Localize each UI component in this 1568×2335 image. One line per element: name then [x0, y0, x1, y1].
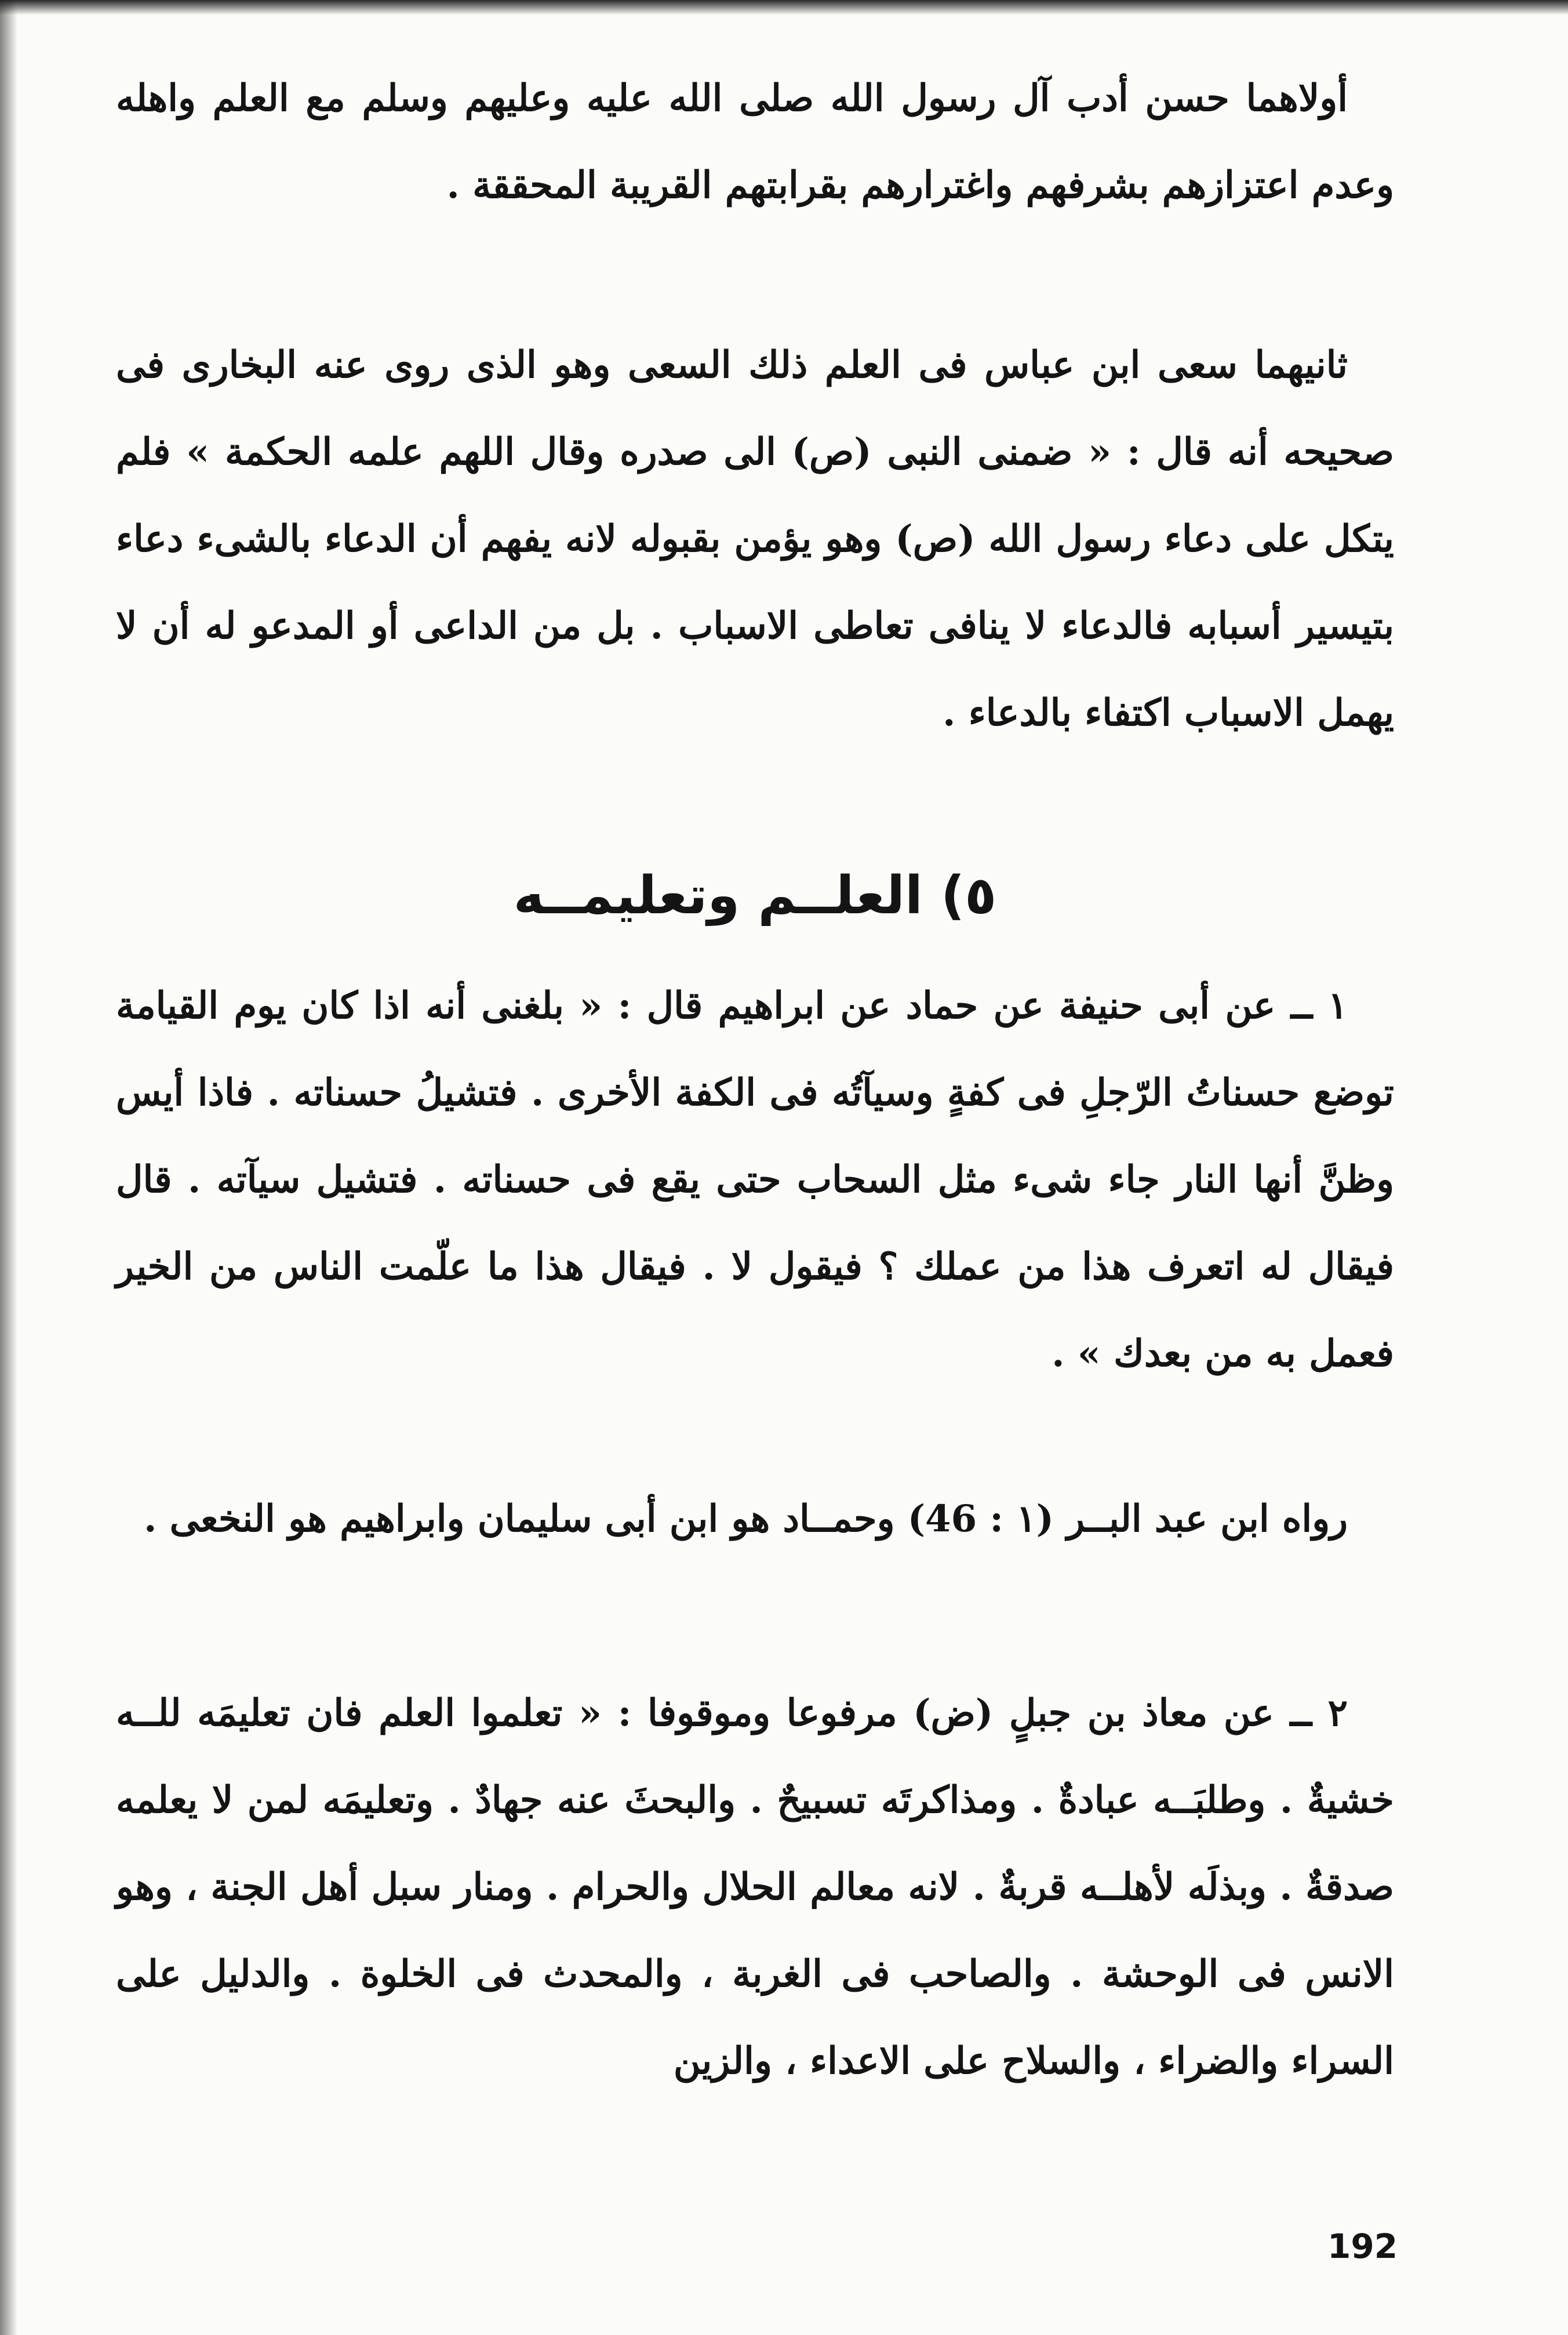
paragraph-5-text: ٢ ــ عن معاذ بن جبلٍ (ض) مرفوعا وموقوفا : « تعلموا العلم فان تعليمَه للــه خشيةٌ . وطلبَــه عبادةٌ . ومذاكرتَه تسبيحٌ . والبحثَ عنه جهادٌ . وتعليمَه لمن لا يعلمه صدقةٌ . وبذلَه لأهلــه قربةٌ . لانه معالم الحلال والحرام . ومنار سبل أهل الجنة ، وهو الانس فى الوحشة . والصاحب فى الغربة ، والمحدث فى الخلوة . والدليل على السراء والضراء ، والسلاح على الاعداء ، والزين [116, 1691, 1394, 2083]
paragraph-3 [116, 963, 1394, 1397]
paragraph-4 [116, 1476, 1394, 1563]
page-number: 192 [1327, 2227, 1398, 2266]
scan-left-shadow [0, 0, 17, 2335]
paragraph-5 [116, 1670, 1394, 2105]
paragraph-4-text: رواه ابن عبد البــر (١ : 46) وحمــاد هو ابن أبى سليمان وابراهيم هو النخعى . [144, 1497, 1348, 1541]
scan-top-shadow [0, 0, 1568, 15]
paragraph-2-text: ثانيهما سعى ابن عباس فى العلم ذلك السعى وهو الذى روى عنه البخارى فى صحيحه أنه قال : « ضمنى النبى (ص) الى صدره وقال اللهم علمه الحكمة » فلم يتكل على دعاء رسول الله (ص) وهو يؤمن بقبوله لانه يفهم أن الدعاء بالشىء دعاء بتيسير أسبابه فالدعاء لا ينافى تعاطى الاسباب . بل من الداعى أو المدعو له أن لا يهمل الاسباب اكتفاء بالدعاء . [116, 343, 1394, 735]
paragraph-1-text: أولاهما حسن أدب آل رسول الله صلى الله عليه وعليهم وسلم مع العلم واهله وعدم اعتزازهم بشرفهم واغترارهم بقرابتهم القريبة المحققة . [116, 77, 1394, 207]
paragraph-2 [116, 322, 1394, 757]
paragraph-3-text: ١ ــ عن أبى حنيفة عن حماد عن ابراهيم قال : « بلغنى أنه اذا كان يوم القيامة توضع حسناتُ الرّجلِ فى كفةٍ وسيآتُه فى الكفة الأخرى . فتشيلُ حسناته . فاذا أيس وظنَّ أنها النار جاء شىء مثل السحاب حتى يقع فى حسناته . فتشيل سيآته . قال فيقال له اتعرف هذا من عملك ؟ فيقول لا . فيقال هذا ما علّمت الناس من الخير فعمل به من بعدك » . [116, 984, 1394, 1375]
paragraph-1 [116, 55, 1394, 229]
section-heading: ٥) العلــم وتعليمــه [513, 865, 997, 926]
